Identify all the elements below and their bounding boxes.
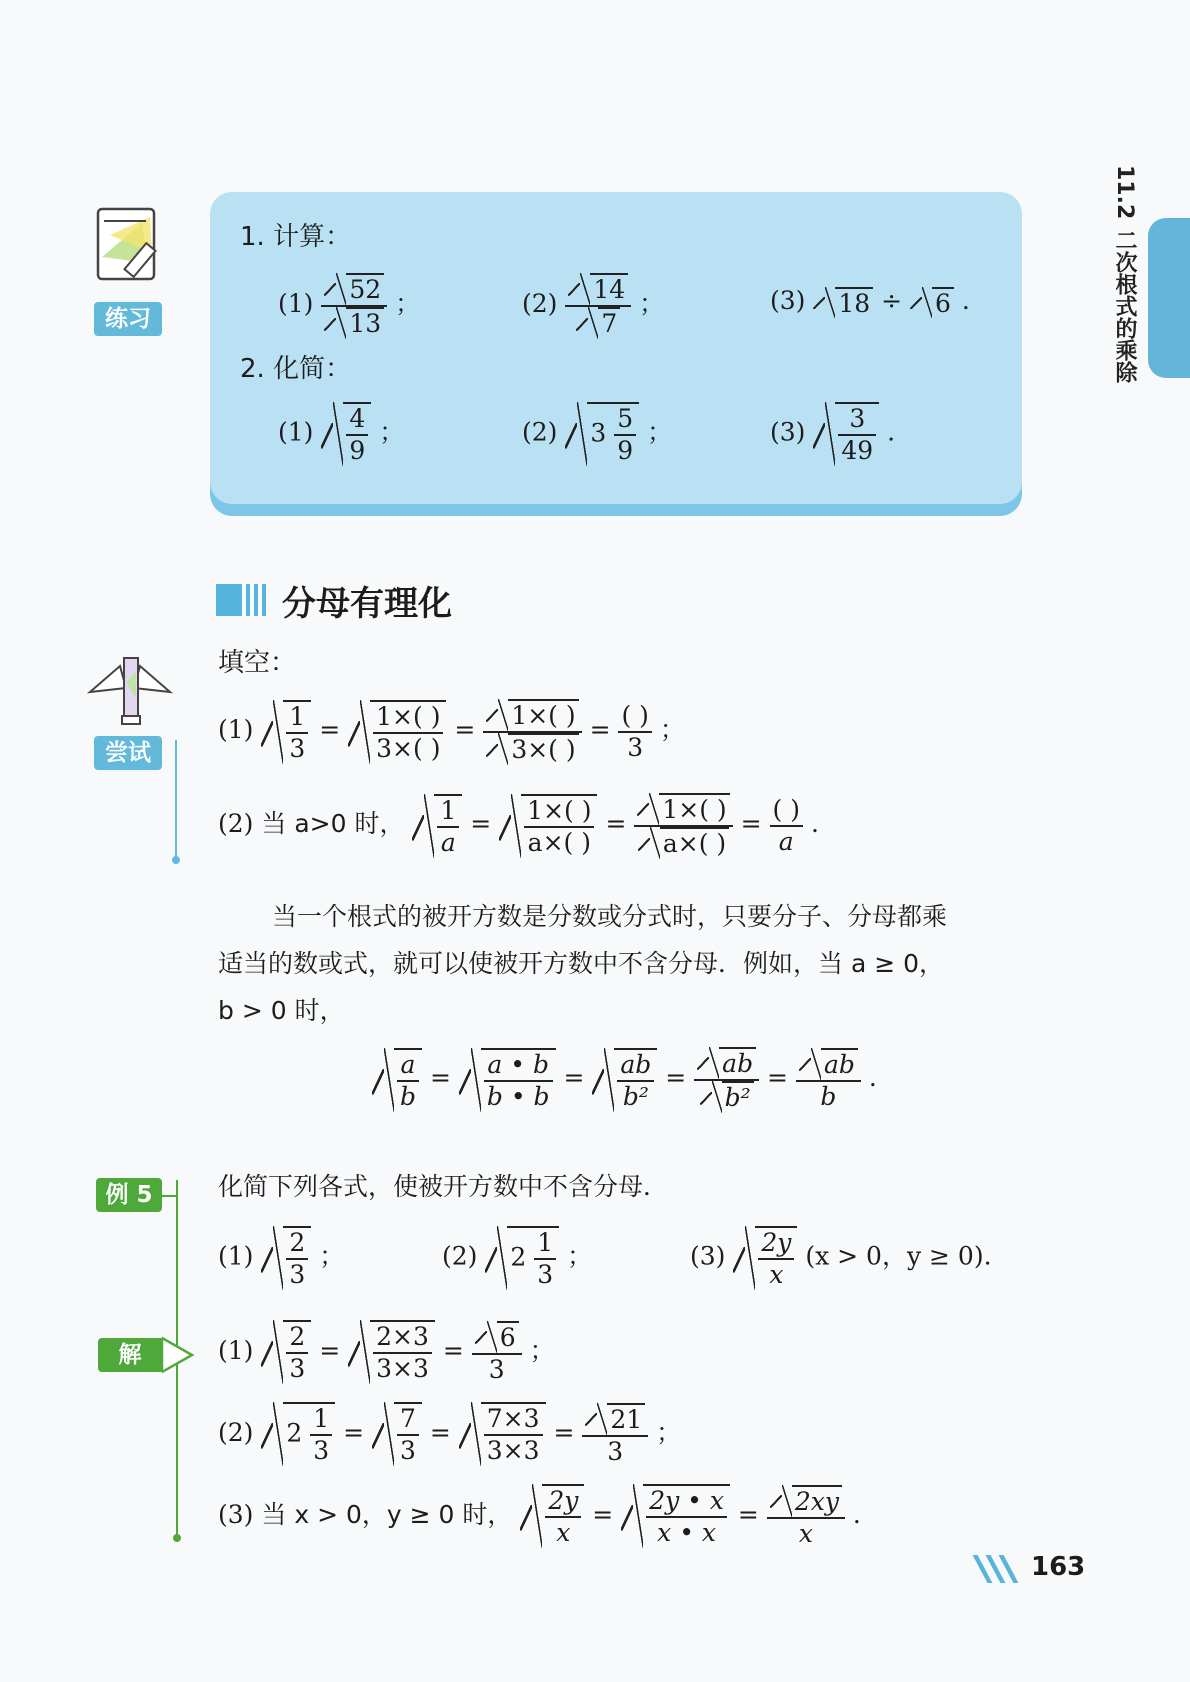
item-number: (2) bbox=[522, 289, 558, 318]
denominator: 3 bbox=[313, 1436, 330, 1466]
denominator: 3 bbox=[627, 732, 644, 762]
fraction bbox=[618, 701, 651, 763]
equals: = bbox=[470, 809, 492, 838]
fraction bbox=[838, 404, 876, 466]
paragraph-line-3: b > 0 时， bbox=[218, 996, 345, 1025]
condition: (x > 0，y ≥ 0). bbox=[805, 1241, 992, 1271]
practice-q1-3 bbox=[770, 286, 970, 318]
radicand: 14 bbox=[590, 273, 628, 305]
punct: ； bbox=[529, 1335, 555, 1365]
denominator: 3 bbox=[399, 1436, 416, 1466]
punct: ； bbox=[395, 289, 421, 318]
practice-q2-3 bbox=[770, 402, 895, 466]
punct: . bbox=[887, 417, 896, 447]
numerator: ab bbox=[617, 1050, 654, 1082]
item-number: (1) bbox=[218, 1241, 254, 1271]
radicand: 21 bbox=[607, 1403, 645, 1435]
sqrt bbox=[324, 273, 384, 305]
radicand: a×( ) bbox=[660, 827, 729, 859]
tag-connector bbox=[162, 1195, 178, 1197]
page-number: 163 bbox=[1031, 1552, 1086, 1582]
denominator: 3 bbox=[289, 1260, 306, 1289]
numerator: 2y • x bbox=[646, 1486, 727, 1518]
denominator: 3×3 bbox=[376, 1354, 429, 1384]
denominator: a×( ) bbox=[527, 827, 591, 857]
section-heading: 分母有理化 bbox=[282, 584, 452, 624]
sqrt bbox=[813, 287, 873, 318]
numerator: 2×3 bbox=[373, 1322, 432, 1354]
radicand: 3×( ) bbox=[508, 733, 578, 765]
numerator: 2 bbox=[286, 1322, 308, 1354]
item-number: (2) bbox=[218, 1417, 254, 1447]
condition: 当 a>0 时， bbox=[261, 809, 405, 838]
fraction bbox=[483, 698, 581, 765]
solution-tag: 解 bbox=[98, 1338, 162, 1372]
punct: ； bbox=[659, 715, 685, 744]
denominator: 3 bbox=[488, 1354, 505, 1384]
item-number: (3) bbox=[690, 1241, 726, 1271]
denominator: 3 bbox=[537, 1260, 554, 1289]
punct: ； bbox=[647, 417, 673, 447]
denominator: b • b bbox=[486, 1081, 550, 1111]
sqrt bbox=[261, 700, 311, 764]
numerator: ( ) bbox=[618, 701, 651, 733]
windmill-icon bbox=[86, 652, 174, 728]
practice-q1-1 bbox=[278, 272, 420, 339]
heading-bar-icon bbox=[254, 584, 258, 616]
fraction bbox=[346, 404, 368, 466]
numerator: 2y bbox=[545, 1486, 581, 1518]
radicand: 52 bbox=[346, 273, 384, 305]
item-number: (3) bbox=[770, 417, 806, 447]
practice-q2-1 bbox=[278, 402, 404, 466]
radicand: 6 bbox=[932, 287, 954, 318]
arrow-right-icon bbox=[162, 1336, 196, 1374]
try-line-1 bbox=[218, 698, 685, 765]
numerator: 5 bbox=[614, 404, 636, 436]
radicand: 18 bbox=[835, 287, 873, 318]
denominator: b² bbox=[622, 1081, 649, 1111]
fraction bbox=[634, 792, 732, 859]
item-number: (2) bbox=[442, 1241, 478, 1271]
practice-q1-label: 1. 计算： bbox=[240, 222, 352, 252]
try-intro: 填空： bbox=[218, 648, 297, 678]
condition: 当 x > 0，y ≥ 0 时， bbox=[261, 1499, 513, 1529]
punct: . bbox=[961, 286, 970, 315]
equals: = bbox=[605, 809, 627, 838]
line-end-dot bbox=[173, 1534, 181, 1542]
sqrt bbox=[412, 794, 462, 858]
chapter-side-tab bbox=[1148, 218, 1190, 378]
sqrt bbox=[813, 402, 879, 466]
radicand: 1×( ) bbox=[659, 793, 729, 825]
sqrt bbox=[348, 700, 446, 764]
punct: ； bbox=[379, 417, 405, 447]
numerator: 2 bbox=[286, 1228, 308, 1260]
denominator: 9 bbox=[349, 436, 366, 465]
heading-bar-icon bbox=[246, 584, 250, 616]
punct: ； bbox=[319, 1241, 345, 1271]
section-title: 二次根式的乘除 bbox=[1112, 229, 1137, 384]
numerator: 2y bbox=[758, 1228, 794, 1260]
sqrt bbox=[568, 273, 628, 305]
denominator: a bbox=[778, 826, 794, 856]
try-vertical-line bbox=[175, 740, 177, 860]
solution-line-3: (3) 当 x > 0，y ≥ 0 时， $\frac{2y}{x}$ = $\frac{2y • x}{x • x}$ = $\frac{2xy}{x}$ . bbox=[218, 1484, 861, 1549]
denominator: a bbox=[440, 827, 456, 857]
denominator: x bbox=[556, 1518, 571, 1548]
item-number: (2) bbox=[218, 809, 254, 838]
sqrt bbox=[321, 402, 371, 466]
denominator: 3 bbox=[607, 1436, 624, 1466]
radicand: 1×( ) bbox=[508, 699, 578, 731]
paragraph-line-1: 当一个根式的被开方数是分数或分式时，只要分子、分母都乘 bbox=[272, 902, 948, 931]
try-tag: 尝试 bbox=[94, 736, 162, 770]
sqrt bbox=[910, 287, 954, 318]
whole-part: 2 bbox=[286, 1418, 303, 1448]
whole-part: 2 bbox=[510, 1242, 527, 1272]
numerator: 1 bbox=[310, 1404, 332, 1436]
denominator: b bbox=[400, 1081, 417, 1111]
item-number: (3) bbox=[218, 1499, 254, 1529]
radicand: ab bbox=[719, 1047, 756, 1079]
numerator: 1×( ) bbox=[524, 796, 594, 828]
equals: = bbox=[740, 809, 762, 838]
item-number: (2) bbox=[522, 417, 558, 447]
punct: ； bbox=[567, 1241, 593, 1271]
item-number: (1) bbox=[278, 417, 314, 447]
paragraph-line-2: 适当的数或式，就可以使被开方数中不含分母．例如，当 a ≥ 0， bbox=[218, 949, 945, 978]
punct: . bbox=[852, 1499, 861, 1529]
denominator: 3 bbox=[289, 1354, 306, 1384]
radicand: ab bbox=[821, 1048, 858, 1080]
denominator: x bbox=[798, 1518, 813, 1548]
radicand: 13 bbox=[346, 307, 384, 339]
try-line-2 bbox=[218, 792, 819, 859]
numerator: 1 bbox=[286, 702, 308, 734]
denominator: 3×( ) bbox=[376, 733, 441, 763]
sqrt bbox=[324, 307, 384, 339]
equals: = bbox=[454, 715, 476, 744]
item-number: (1) bbox=[278, 289, 314, 318]
example-item-3 bbox=[690, 1226, 992, 1290]
chapter-side-label bbox=[1112, 165, 1142, 383]
punct: . bbox=[868, 1063, 877, 1092]
radicand: b² bbox=[722, 1081, 754, 1113]
practice-q2-2 bbox=[522, 402, 672, 466]
item-number: (1) bbox=[218, 1335, 254, 1365]
sqrt bbox=[565, 402, 639, 466]
numerator: 3 bbox=[838, 404, 876, 436]
equals: = bbox=[589, 715, 611, 744]
section-number: 11.2 bbox=[1112, 165, 1137, 220]
heading-bar-icon bbox=[216, 584, 242, 616]
denominator: 3 bbox=[289, 733, 306, 763]
example-item-2 bbox=[442, 1226, 592, 1290]
numerator: 7×3 bbox=[484, 1404, 543, 1436]
heading-bar-icon bbox=[262, 584, 266, 616]
fraction bbox=[770, 795, 803, 857]
example-tag: 例 5 bbox=[96, 1178, 162, 1212]
numerator: 1×( ) bbox=[373, 702, 443, 734]
radicand: 6 bbox=[497, 1321, 519, 1353]
whole-part: 3 bbox=[590, 418, 607, 448]
denominator: 49 bbox=[841, 436, 874, 465]
numerator: 1 bbox=[437, 796, 459, 828]
punct: ； bbox=[639, 289, 665, 318]
sqrt bbox=[499, 794, 597, 858]
numerator: 7 bbox=[397, 1404, 419, 1436]
solution-line-2: (2) 2 $\frac{1}{3}$ = $\frac{7}{3}$ = $\frac{7\times 3}{3\times 3}$ = $\frac{21}{3}$ ； bbox=[218, 1402, 681, 1467]
radicand: 2xy bbox=[792, 1485, 842, 1517]
solution-line-1: (1) $\frac{2}{3}$ = $\frac{2\times 3}{3\times 3}$ = $\frac{6}{3}$ ； bbox=[218, 1320, 555, 1385]
practice-tag: 练习 bbox=[94, 302, 162, 336]
sqrt bbox=[576, 307, 620, 339]
fraction bbox=[565, 272, 631, 339]
denominator: x bbox=[769, 1260, 784, 1289]
operator: ÷ bbox=[881, 286, 903, 315]
numerator: 4 bbox=[346, 404, 368, 436]
item-number: (3) bbox=[770, 286, 806, 315]
practice-q2-label: 2. 化简： bbox=[240, 354, 352, 384]
numerator: a • b bbox=[484, 1050, 553, 1082]
radicand: 7 bbox=[598, 307, 620, 339]
practice-q1-2 bbox=[522, 272, 664, 339]
equals: = bbox=[319, 715, 341, 744]
example-formula: $\frac{a}{b}$ = $\frac{a • b}{b • b}$ = $\frac{ab}{\text{b²}}$ = $\frac{ab}{\text{b²}}$ = $\frac{ab}{b}$ . bbox=[372, 1046, 877, 1113]
fraction bbox=[614, 404, 636, 466]
denominator: 3×3 bbox=[486, 1436, 540, 1466]
punct: ； bbox=[656, 1417, 682, 1447]
numerator: 1 bbox=[534, 1228, 556, 1260]
numerator: a bbox=[397, 1050, 419, 1082]
example-item-1 bbox=[218, 1226, 344, 1290]
punct: . bbox=[810, 809, 819, 838]
denominator: x • x bbox=[657, 1518, 716, 1548]
pencil-notebook-icon bbox=[90, 195, 172, 285]
example-prompt: 化简下列各式，使被开方数中不含分母． bbox=[218, 1172, 669, 1201]
item-number: (1) bbox=[218, 715, 254, 744]
line-end-dot bbox=[172, 856, 180, 864]
numerator: ( ) bbox=[770, 795, 803, 827]
fraction bbox=[321, 272, 387, 339]
denominator: b bbox=[820, 1081, 837, 1111]
denominator: 9 bbox=[617, 436, 634, 465]
